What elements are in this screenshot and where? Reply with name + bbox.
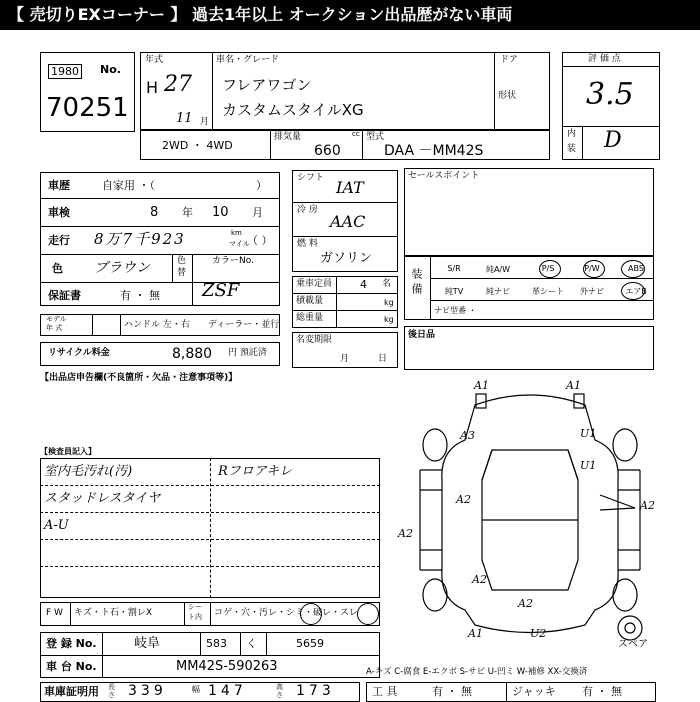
damage-mark-5: A2: [456, 493, 471, 506]
mileage-value: 8万7千923: [94, 230, 186, 248]
fuel-value: ガソリン: [320, 251, 373, 266]
seat-label-2: ト内: [188, 613, 202, 621]
model-label: 車名・グレード: [216, 55, 280, 65]
inspector-note-4: Rフロアキレ: [218, 464, 293, 479]
equipment-option-2-4: エアB: [625, 287, 647, 296]
history-close: ）: [256, 179, 267, 192]
registration-class: 583: [206, 637, 227, 650]
shift-label: シフト: [297, 173, 325, 183]
color-no-label: カラーNo.: [212, 256, 254, 266]
height-label: 高さ: [276, 683, 283, 699]
seat-label-1: シー: [188, 603, 202, 611]
inspection-month: 10: [212, 205, 229, 220]
displacement-label: 排気量: [274, 132, 302, 142]
door-label: ドア: [500, 55, 518, 65]
shape-label: 形状: [498, 91, 517, 101]
damage-mark-10: A1: [468, 627, 483, 640]
seller-declaration-label: 【出品店申告欄(不良箇所・欠品・注意事項等)】: [40, 373, 238, 383]
inspection-month-unit: 月: [252, 206, 263, 219]
displacement-value: 660: [314, 143, 341, 159]
inspector-label: 【検査員記入】: [40, 447, 96, 456]
damage-mark-6: A2: [640, 499, 655, 512]
model-line2: カスタムスタイルXG: [222, 101, 364, 119]
equipment-option-1-1: 純A/W: [485, 265, 511, 274]
name-change-day: 日: [378, 354, 388, 364]
equipment-option-2-1: 純ナビ: [486, 287, 510, 296]
equip-circle-abs: [621, 260, 645, 278]
seat-items: コゲ・穴・汚レ・シミ・破レ・スレ: [214, 608, 359, 618]
ac-value: AAC: [330, 212, 366, 231]
equipment-option-2-2: 革シート: [532, 287, 564, 296]
later-items-block: [404, 326, 654, 370]
height-value: 173: [296, 683, 335, 699]
ac-label: 冷 房: [297, 205, 318, 215]
capacity-label: 乗車定員: [296, 279, 333, 289]
damage-legend: A-キズ C-腐食 E-エクボ S-サビ U-凹ミ W-補修 XX-交換済: [366, 667, 588, 677]
interior-score: D: [604, 128, 622, 153]
no-label: No.: [100, 63, 121, 76]
inspection-label: 車検: [48, 206, 70, 219]
model-year-label-2: 年 式: [46, 324, 63, 332]
warranty-label: 保証書: [48, 289, 81, 302]
damage-mark-7: A2: [398, 527, 413, 540]
mileage-note: （ ）: [247, 234, 273, 247]
tools-label: 工 具: [372, 685, 398, 698]
equipment-label-1: [411, 268, 422, 300]
damage-mark-3: U1: [580, 427, 597, 440]
name-change-label: 名変期限: [296, 335, 333, 345]
name-change-month: 月: [340, 354, 350, 364]
chassis-label: 車 台 No.: [46, 660, 97, 673]
interior-label-1: 内: [567, 129, 577, 139]
month-value: 11: [176, 111, 193, 126]
color-no-value: ZSF: [202, 280, 240, 301]
registration-region: 岐阜: [134, 636, 161, 651]
equip-circle-airbag: [621, 282, 645, 300]
grade-score: 3.5: [586, 77, 634, 112]
color-value: ブラウン: [94, 260, 150, 276]
weight-unit: kg: [384, 315, 394, 324]
type-label: 型式: [366, 132, 385, 142]
circle-sure: [357, 603, 379, 625]
damage-mark-8: A2: [472, 573, 487, 586]
damage-mark-9: A2: [518, 597, 533, 610]
weight-label: 総重量: [296, 313, 324, 323]
interior-label-2: 装: [567, 144, 577, 154]
length-value: 339: [128, 683, 167, 699]
year-code: 1980: [48, 64, 82, 79]
registration-label: 登 録 No.: [46, 637, 97, 650]
width-value: 147: [208, 683, 247, 699]
fuel-label: 燃 料: [297, 239, 318, 249]
type-value: DAA －MM42S: [384, 143, 484, 159]
history-label: 車歴: [48, 179, 70, 192]
equipment-option-2-0: 純TV: [444, 287, 464, 296]
damage-mark-2: A3: [460, 429, 475, 442]
equipment-option-1-0: S/R: [447, 264, 461, 273]
capacity-value: 4: [360, 278, 367, 291]
circle-shimi: [300, 603, 322, 625]
equipment-label: 装備: [410, 268, 423, 298]
inspector-note-1: 室内毛汚れ(汚): [44, 464, 133, 479]
equipment-option-1-3: P/W: [584, 264, 600, 273]
spare-label: スペア: [618, 639, 648, 650]
car-damage-diagram: [380, 370, 680, 670]
damage-mark-1: A1: [566, 379, 581, 392]
color-change-2: 替: [177, 268, 187, 278]
tools-value: 有 ・ 無: [432, 685, 472, 698]
capacity-unit: 名: [382, 279, 392, 289]
inspector-note-3: A-U: [44, 518, 69, 533]
cc-label: cc: [352, 130, 360, 138]
sales-point-block: [404, 168, 654, 256]
navi-model-label: ナビ型番 ・: [434, 306, 477, 315]
year-era: H: [146, 78, 159, 97]
equipment-option-1-2: P/S: [541, 264, 555, 273]
year-label: 年式: [145, 55, 164, 65]
entry-number: 70251: [46, 93, 129, 123]
garage-cert-label: 車庫証明用: [44, 685, 99, 698]
recycle-value: 8,880: [172, 346, 213, 362]
width-label: 幅: [192, 685, 200, 694]
jack-value: 有 ・ 無: [582, 685, 622, 698]
damage-mark-11: U2: [530, 627, 547, 640]
drive-value: 2WD ・ 4WD: [162, 139, 233, 152]
history-use: 自家用 ・（: [102, 179, 155, 192]
model-year-label-1: モデル: [46, 315, 67, 323]
inspector-note-2: スタッドレスタイヤ: [44, 491, 161, 506]
later-items-label: 後日品: [408, 330, 436, 340]
jack-label: ジャッキ: [512, 685, 556, 698]
registration-kana: く: [246, 637, 257, 650]
mile-unit: マイル: [229, 240, 250, 248]
load-label: 積載量: [296, 296, 324, 306]
km-unit: km: [231, 229, 242, 237]
equipment-option-2-3: 外ナビ: [580, 287, 604, 296]
chassis-number: MM42S-590263: [176, 659, 278, 674]
model-line1: フレアワゴン: [222, 76, 312, 94]
damage-mark-0: A1: [474, 379, 489, 392]
shift-value: IAT: [336, 178, 364, 197]
equip-circle-ps: [539, 260, 561, 278]
sales-point-label: セールスポイント: [408, 171, 480, 181]
dealer-label: ディーラー・並行: [208, 320, 280, 330]
registration-number: 5659: [296, 637, 324, 650]
fw-label: F W: [46, 608, 63, 618]
handle-label: ハンドル 左・右: [124, 320, 190, 330]
mileage-label: 走行: [48, 234, 70, 247]
warranty-value: 有 ・ 無: [120, 289, 160, 302]
load-unit: kg: [384, 298, 394, 307]
color-label: 色: [52, 262, 63, 275]
length-label: 長さ: [108, 683, 115, 699]
color-change-1: 色: [177, 256, 187, 266]
recycle-unit: 円 預託済: [228, 348, 267, 358]
fw-items: キズ・ト石・割レX: [74, 608, 152, 618]
month-unit: 月: [200, 117, 210, 127]
equip-circle-pw: [583, 260, 605, 278]
inspection-year-unit: 年: [182, 206, 193, 219]
grade-label: 評 価 点: [588, 54, 621, 64]
damage-mark-4: U1: [580, 459, 597, 472]
equipment-option-1-4: ABS: [628, 264, 644, 273]
recycle-label: リサイクル料金: [48, 348, 110, 358]
page-title: 【 売切りEXコーナー 】 過去1年以上 オークション出品歴がない車両: [8, 5, 513, 24]
inspection-year: 8: [150, 205, 159, 220]
year-value: 27: [164, 72, 192, 97]
